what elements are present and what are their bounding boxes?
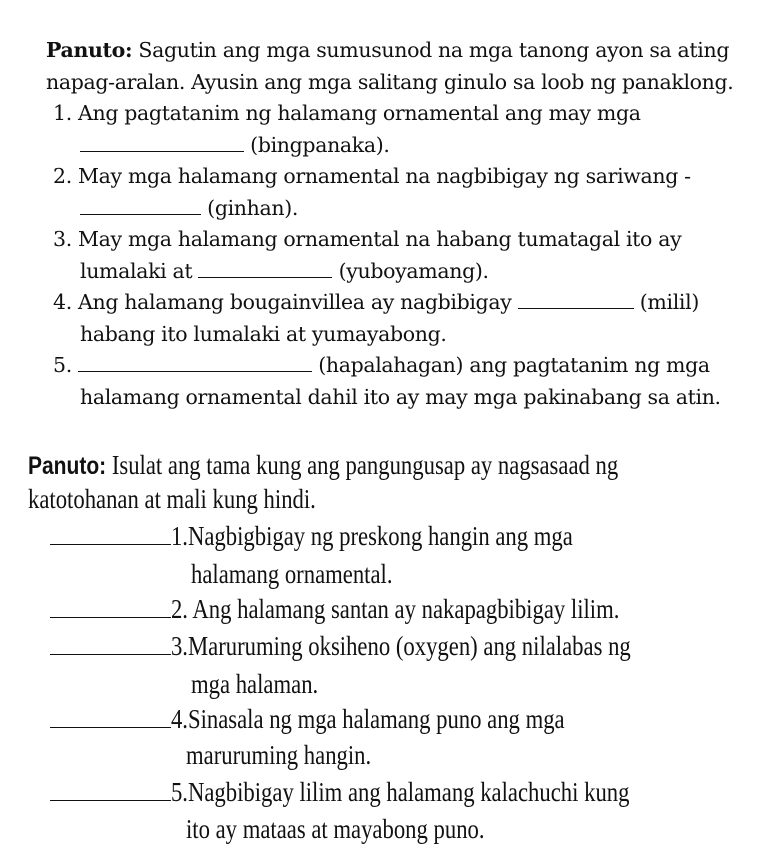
answer-blank[interactable] bbox=[50, 617, 171, 618]
statement-text: 3.Maruruming oksiheno (oxygen) ang nilalabas ng bbox=[170, 631, 631, 661]
instruction-heading: Panuto: bbox=[46, 38, 133, 62]
question-1-line-2 bbox=[80, 135, 390, 156]
question-number: 5. bbox=[53, 353, 72, 377]
question-text: lumalaki at bbox=[80, 259, 193, 283]
instruction-text: Isulat ang tama kung ang pangungusap ay nagsasaad ng bbox=[111, 450, 619, 480]
answer-blank[interactable] bbox=[518, 308, 634, 309]
instruction-line-1 bbox=[46, 40, 729, 61]
statement-3-line-1 bbox=[50, 633, 631, 660]
answer-blank[interactable] bbox=[80, 214, 201, 215]
question-text: Ang pagtatanim ng halamang ornamental ang may mga bbox=[78, 101, 641, 125]
statement-4-line-1 bbox=[50, 706, 565, 733]
statement-5-line-1 bbox=[50, 779, 629, 806]
question-2-line-2 bbox=[80, 198, 298, 219]
statement-2-line-1 bbox=[50, 596, 619, 623]
question-number: 2. bbox=[53, 164, 72, 188]
answer-blank[interactable] bbox=[198, 277, 332, 278]
question-text: May mga halamang ornamental na nagbibigay ng sariwang - bbox=[78, 164, 691, 188]
answer-blank[interactable] bbox=[50, 800, 171, 801]
question-number: 4. bbox=[53, 290, 72, 314]
statement-text: 2. Ang halamang santan ay nakapagbibigay lilim. bbox=[170, 594, 620, 624]
scrambled-word: (ginhan). bbox=[207, 196, 299, 220]
question-2-line-1 bbox=[53, 166, 691, 187]
scrambled-word: (yuboyamang). bbox=[338, 259, 489, 283]
question-3-line-1 bbox=[53, 229, 681, 250]
scrambled-word: (hapalahagan) ang pagtatanim ng mga bbox=[318, 353, 710, 377]
statement-text: 1.Nagbigbigay ng preskong hangin ang mga bbox=[170, 521, 573, 551]
answer-blank[interactable] bbox=[50, 727, 171, 728]
instruction-line-1 bbox=[28, 452, 618, 479]
statement-1-line-1 bbox=[50, 523, 573, 550]
question-4-line-1 bbox=[53, 292, 699, 313]
statement-text: 4.Sinasala ng mga halamang puno ang mga bbox=[170, 704, 565, 734]
scrambled-word: (milil) bbox=[639, 290, 699, 314]
statement-5-line-2: ito ay mataas at mayabong puno. bbox=[186, 814, 485, 844]
instruction-heading: Panuto: bbox=[28, 452, 107, 480]
question-5-line-2: halamang ornamental dahil ito ay may mga pakinabang sa atin. bbox=[80, 385, 721, 409]
answer-blank[interactable] bbox=[50, 544, 171, 545]
question-number: 1. bbox=[53, 101, 72, 125]
question-1-line-1 bbox=[53, 103, 641, 124]
question-5-line-1 bbox=[53, 355, 710, 376]
answer-blank[interactable] bbox=[78, 371, 312, 372]
statement-text: 5.Nagbibigay lilim ang halamang kalachuchi kung bbox=[170, 777, 630, 807]
instruction-line-2: napag-aralan. Ayusin ang mga salitang ginulo sa loob ng panaklong. bbox=[46, 70, 734, 94]
question-text: May mga halamang ornamental na habang tumatagal ito ay bbox=[78, 227, 682, 251]
scrambled-word: (bingpanaka). bbox=[250, 133, 390, 157]
question-text: Ang halamang bougainvillea ay nagbibigay bbox=[78, 290, 512, 314]
question-3-line-2 bbox=[80, 261, 489, 282]
answer-blank[interactable] bbox=[80, 151, 244, 152]
answer-blank[interactable] bbox=[50, 654, 171, 655]
statement-4-line-2: maruruming hangin. bbox=[186, 740, 372, 770]
instruction-text: Sagutin ang mga sumusunod na mga tanong ayon sa ating bbox=[138, 38, 730, 62]
statement-1-line-2: halamang ornamental. bbox=[191, 559, 393, 589]
instruction-line-2: katotohanan at mali kung hindi. bbox=[28, 484, 316, 514]
question-number: 3. bbox=[53, 227, 72, 251]
question-4-line-2: habang ito lumalaki at yumayabong. bbox=[80, 322, 447, 346]
statement-3-line-2: mga halaman. bbox=[191, 669, 319, 699]
